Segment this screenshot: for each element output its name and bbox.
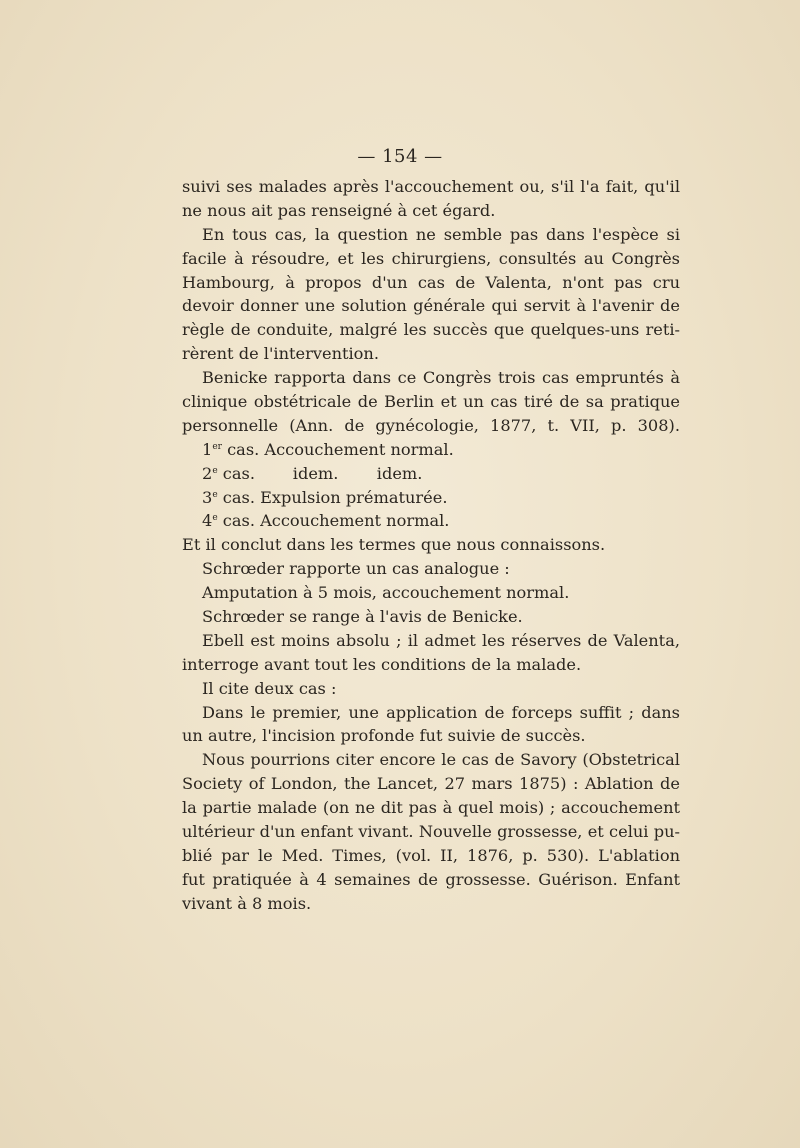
text-line: Dans le premier, une application de forceps suffit ; dans [202, 702, 680, 722]
case-line-3 [182, 486, 680, 510]
ordinal-number: 2 [202, 463, 213, 483]
text-line: personnelle (Ann. de gynécologie, 1877, t. VII, p. 308). [182, 415, 680, 435]
text-line: Schrœder se range à l'avis de Benicke. [202, 607, 523, 627]
ordinal-suffix: e [212, 513, 218, 524]
page-number: — 154 — [357, 146, 443, 167]
text-line: ne nous ait pas renseigné à cet égard. [182, 200, 496, 220]
text-line: la partie malade (on ne dit pas à quel mois) ; accouchement [182, 798, 680, 818]
text-line: fut pratiquée à 4 semaines de grossesse. Guérison. Enfant [182, 869, 680, 889]
text-line: Il cite deux cas : [202, 678, 337, 698]
text-line: suivi ses malades après l'accouchement ou, s'il l'a fait, qu'il [182, 177, 680, 196]
text-line: Schrœder rapporte un cas analogue : [202, 559, 510, 579]
case-line-1 [182, 438, 680, 462]
text-line: vivant à 8 mois. [182, 893, 312, 913]
case-line-2 [182, 462, 680, 486]
case-text: cas. Expulsion prématurée. [222, 487, 448, 507]
ordinal-suffix: er [212, 441, 222, 452]
case-text: cas. Accouchement normal. [222, 511, 450, 531]
ordinal-number: 1 [202, 439, 213, 459]
text-line: règle de conduite, malgré les succès que quelques-uns reti- [182, 320, 680, 340]
text-line: devoir donner une solution générale qui servit à l'avenir de [182, 296, 680, 316]
text-line: Amputation à 5 mois, accouchement normal. [202, 583, 570, 603]
text-line: rèrent de l'intervention. [182, 344, 380, 364]
text-line: Benicke rapporta dans ce Congrès trois cas empruntés à [202, 368, 680, 388]
body-text [182, 175, 680, 916]
text-line: un autre, l'incision profonde fut suivie de succès. [182, 726, 586, 746]
ordinal-suffix: e [212, 489, 218, 500]
text-line: Hambourg, à propos d'un cas de Valenta, n'ont pas cru [182, 272, 680, 292]
text-line: clinique obstétricale de Berlin et un cas tiré de sa pratique [182, 392, 680, 412]
ordinal-number: 3 [202, 487, 213, 507]
case-text: cas. Accouchement normal. [227, 439, 454, 459]
case-text: cas. [222, 463, 255, 483]
case-idem: idem. [292, 463, 339, 483]
ordinal-suffix: e [212, 465, 218, 476]
text-line: Society of London, the Lancet, 27 mars 1875) : Ablation de [182, 774, 680, 794]
text-line: interroge avant tout les conditions de la malade. [182, 654, 582, 674]
ordinal-number: 4 [202, 511, 213, 531]
text-line: facile à résoudre, et les chirurgiens, consultés au Congrès [182, 248, 680, 268]
text-line: blié par le Med. Times, (vol. II, 1876, p. 530). L'ablation [182, 845, 680, 865]
case-idem: idem. [376, 463, 423, 483]
text-line: En tous cas, la question ne semble pas dans l'espèce si [202, 224, 680, 244]
text-line: ultérieur d'un enfant vivant. Nouvelle grossesse, et celui pu- [182, 822, 680, 842]
text-line: Ebell est moins absolu ; il admet les réserves de Valenta, [202, 630, 680, 650]
text-line: Et il conclut dans les termes que nous connaissons. [182, 535, 606, 555]
case-line-4 [182, 509, 680, 533]
text-line: Nous pourrions citer encore le cas de Savory (Obstetrical [202, 750, 680, 770]
